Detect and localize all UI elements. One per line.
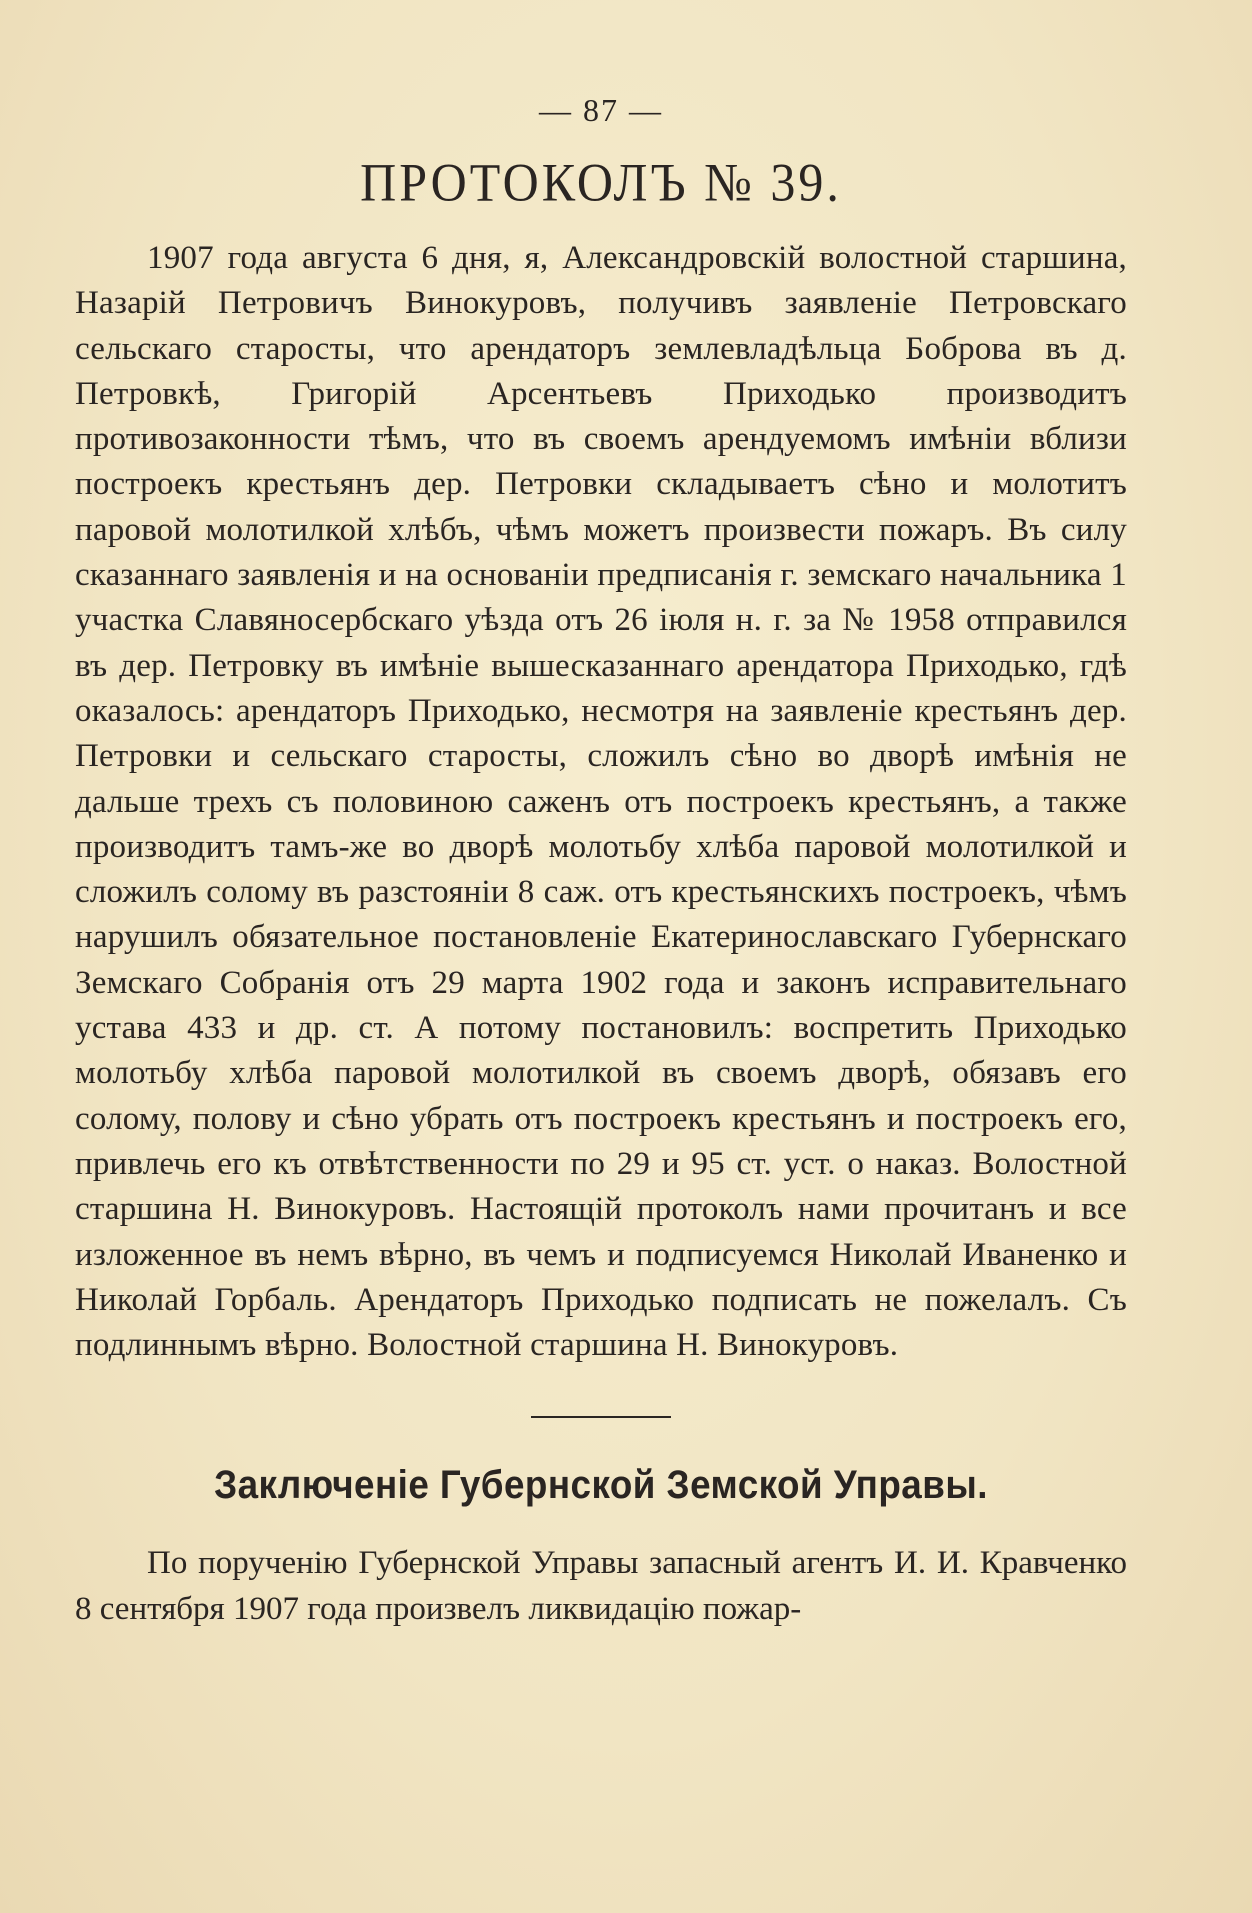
protocol-text: 1907 года августа 6 дня, я, Александровскій волостной старшина, Назарій Петровичъ Винокуровъ, получивъ заявленіе Петровскаго сельскаго старосты, что арендаторъ землевладѣльца Боброва въ д. Петровкѣ, Григорій Арсентьевъ Приходько производитъ противозаконности тѣмъ, что въ своемъ арендуемомъ имѣніи вблизи построекъ крестьянъ дер. Петровки складываетъ сѣно и молотитъ паровой молотилкой хлѣбъ, чѣмъ можетъ произвести пожаръ. Въ силу сказаннаго заявленія и на основаніи предписанія г. земскаго начальника 1 участка Славяносербскаго уѣзда отъ 26 іюля н. г. за № 1958 отправился въ дер. Петровку въ имѣніе вышесказаннаго арендатора Приходько, гдѣ оказалось: арендаторъ Приходько, несмотря на заявленіе крестьянъ дер. Петровки и сельскаго старосты, сложилъ сѣно во дворѣ имѣнія не дальше трехъ съ половиною саженъ отъ построекъ крестьянъ, а также производитъ тамъ-же во дворѣ молотьбу хлѣба паровой молотилкой и сложилъ солому въ разстояніи 8 саж. отъ крестьянскихъ построекъ, чѣмъ нарушилъ обязательное постановленіе Екатеринославскаго Губернскаго Земскаго Собранія отъ 29 марта 1902 года и законъ исправительнаго устава 433 и др. ст. А потому постановилъ: воспретить Приходько молотьбу хлѣба паровой молотилкой въ своемъ дворѣ, обязавъ его солому, полову и сѣно убрать отъ построекъ крестьянъ и построекъ его, привлечь его къ отвѣтственности по 29 и 95 ст. уст. о наказ. Волостной старшина Н. Винокуровъ. Настоящій протоколъ нами прочитанъ и все изложенное въ немъ вѣрно, въ чемъ и подписуемся Николай Иваненко и Николай Горбаль. Арендаторъ Приходько подписать не пожелалъ. Съ подлиннымъ вѣрно. Волостной старшина Н. Винокуровъ. [75,240,1127,1364]
section-divider [531,1416,671,1418]
protocol-title: ПРОТОКОЛЪ № 39. [360,151,842,213]
conclusion-text: По порученію Губернской Управы запасный агентъ И. И. Кравченко 8 сентября 1907 года произвелъ ликвидацію пожар- [75,1545,1127,1628]
page-number: — 87 — [539,92,663,128]
section-title: Заключеніе Губернской Земской Управы. [214,1463,988,1508]
